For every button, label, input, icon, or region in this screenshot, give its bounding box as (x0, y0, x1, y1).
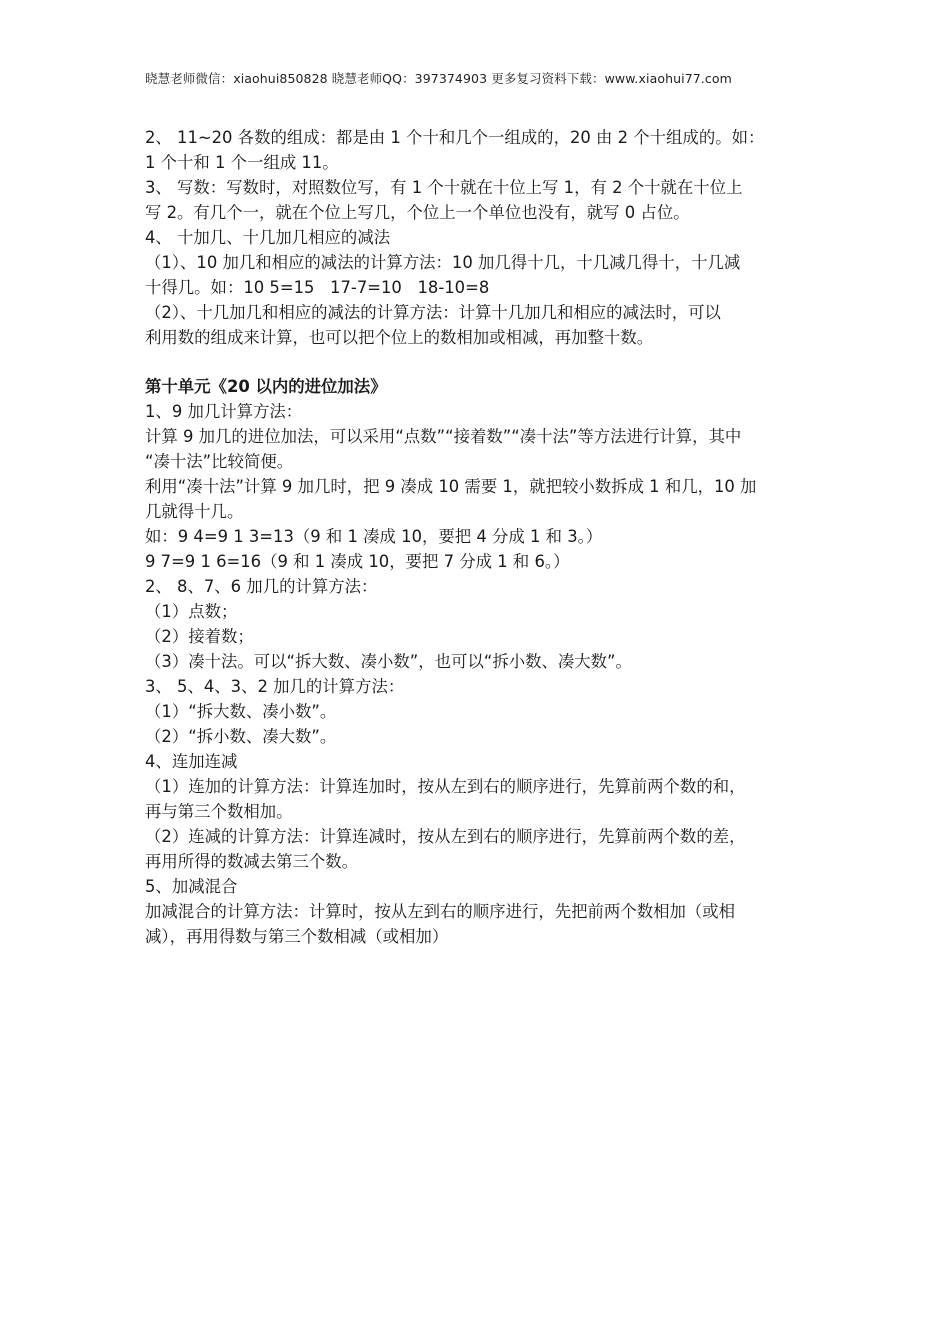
text-line: 十得几。如：10 5=15 17-7=10 18-10=8 (145, 278, 490, 297)
text-line: 再用所得的数减去第三个数。 (145, 852, 359, 871)
section-title: 第十单元《20 以内的进位加法》 (145, 377, 387, 396)
text-line: （1）“拆大数、凑小数”。 (145, 702, 337, 721)
text-line: （2）连减的计算方法：计算连减时，按从左到右的顺序进行，先算前两个数的差， (145, 827, 746, 846)
section-spacer (145, 350, 821, 374)
text-line: （1）连加的计算方法：计算连加时，按从左到右的顺序进行，先算前两个数的和， (145, 777, 746, 796)
text-line: 1、9 加几计算方法： (145, 402, 303, 421)
text-line: 利用数的组成来计算，也可以把个位上的数相加或相减，再加整十数。 (145, 328, 654, 347)
text-line: 写 2。有几个一，就在个位上写几，个位上一个单位也没有，就写 0 占位。 (145, 203, 690, 222)
text-line: 加减混合的计算方法：计算时，按从左到右的顺序进行，先把前两个数相加（或相 (145, 902, 736, 921)
text-line: （1）、10 加几和相应的减法的计算方法：10 加几得十几，十几减几得十，十几减 (145, 253, 741, 272)
text-line: “凑十法”比较简便。 (145, 452, 294, 471)
text-line: 计算 9 加几的进位加法，可以采用“点数”“接着数”“凑十法”等方法进行计算，其中 (145, 427, 742, 446)
page-header: 晓慧老师微信：xiaohui850828 晓慧老师QQ：397374903 更多复习资料下载：www.xiaohui77.com (145, 71, 732, 86)
text-line: 2、 11~20 各数的组成：都是由 1 个十和几个一组成的，20 由 2 个十组成的。如： (145, 128, 765, 147)
text-line: 4、连加连减 (145, 752, 238, 771)
text-line: （2）接着数； (145, 627, 254, 646)
document-body (145, 125, 821, 949)
text-line: 4、 十加几、十几加几相应的减法 (145, 228, 391, 247)
section-number-composition (145, 125, 821, 350)
text-line: 减），再用得数与第三个数相减（或相加） (145, 927, 449, 946)
text-line: （2）、十几加几和相应的减法的计算方法：计算十几加几和相应的减法时，可以 (145, 303, 721, 322)
text-line: （3）凑十法。可以“拆大数、凑小数”，也可以“拆小数、凑大数”。 (145, 652, 632, 671)
text-line: （2）“拆小数、凑大数”。 (145, 727, 337, 746)
section-unit-ten (145, 374, 821, 949)
text-line: 2、 8、7、6 加几的计算方法： (145, 577, 378, 596)
text-line: （1）点数； (145, 602, 238, 621)
text-line: 几就得十几。 (145, 502, 244, 521)
text-line: 5、加减混合 (145, 877, 238, 896)
text-line: 3、 5、4、3、2 加几的计算方法： (145, 677, 405, 696)
text-line: 1 个十和 1 个一组成 11。 (145, 153, 339, 172)
text-line: 利用“凑十法”计算 9 加几时，把 9 凑成 10 需要 1，就把较小数拆成 1 和几，10 加 (145, 477, 757, 496)
text-line: 再与第三个数相加。 (145, 802, 293, 821)
text-line: 9 7=9 1 6=16（9 和 1 凑成 10，要把 7 分成 1 和 6。） (145, 552, 570, 571)
text-line: 3、 写数：写数时，对照数位写，有 1 个十就在十位上写 1，有 2 个十就在十位上 (145, 178, 743, 197)
text-line: 如：9 4=9 1 3=13（9 和 1 凑成 10，要把 4 分成 1 和 3。） (145, 527, 603, 546)
